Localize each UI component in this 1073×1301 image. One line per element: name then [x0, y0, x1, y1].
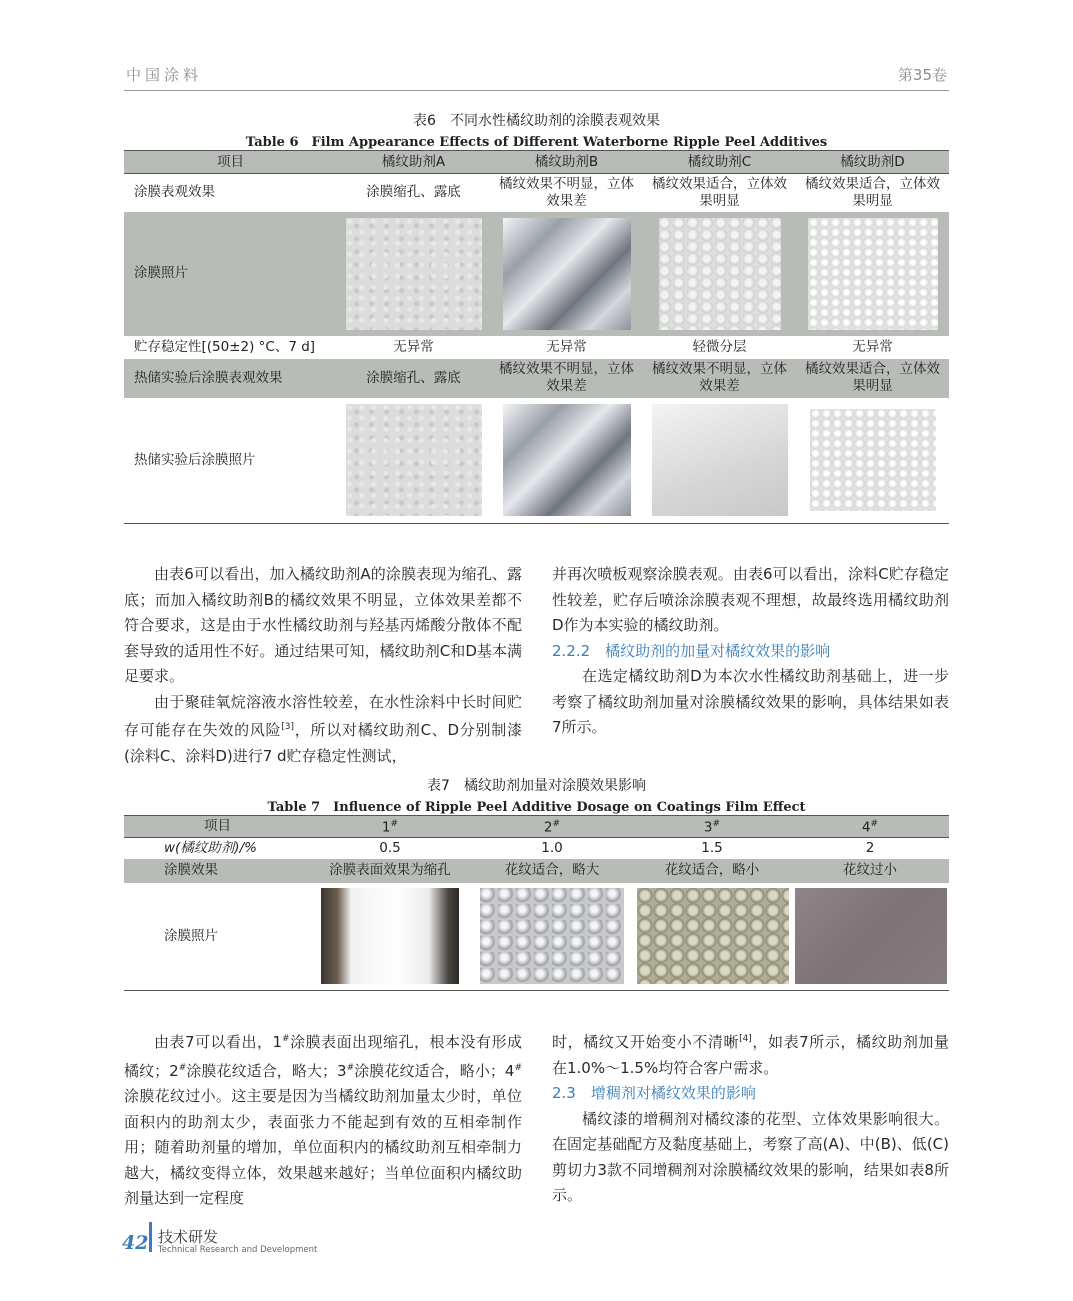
paragraph: 由表6可以看出，加入橘纹助剂A的涂膜表现为缩孔、露底；而加入橘纹助剂B的橘纹效果不明显，立体效果差都不符合要求，这是由于水性橘纹助剂与羟基丙烯酸分散体不配套导致的适用性不好。通过结果可知，橘纹助剂C和D基本满足要求。 [124, 565, 522, 685]
text-column-right-top [552, 562, 949, 741]
table-row [124, 838, 949, 859]
film-photo [346, 218, 482, 330]
table7-col-2: 2# [471, 816, 633, 838]
table7-col-4: 4# [791, 816, 949, 838]
row-label: 热储实验后涂膜照片 [134, 451, 256, 468]
table-cell: 花纹适合，略小 [633, 859, 791, 883]
table7-col-3: 3# [633, 816, 791, 838]
table-row [124, 859, 949, 883]
table-cell: 花纹适合，略大 [471, 859, 633, 883]
table-cell: 1.5 [701, 839, 723, 856]
table-cell: 橘纹效果适合，立体效果明显 [805, 175, 940, 209]
row-label: w(橘纹助剂)/% [164, 839, 257, 856]
film-photo [346, 404, 482, 516]
table7-header-row [124, 816, 949, 838]
film-photo [659, 218, 781, 330]
citation[interactable]: [4] [739, 1034, 752, 1044]
film-photo [795, 888, 947, 984]
table7-col-1: 1# [309, 816, 471, 838]
table6-header-row [124, 151, 949, 174]
footer-divider [149, 1222, 152, 1252]
film-photo [808, 218, 938, 330]
paragraph: 橘纹漆的增稠剂对橘纹漆的花型、立体效果影响很大。在固定基础配方及黏度基础上，考察了高(A)、中(B)、低(C)剪切力3款不同增稠剂对涂膜橘纹效果的影响，结果如表8所示。 [552, 1109, 949, 1204]
table-cell: 橘纹效果适合，立体效果明显 [796, 359, 949, 398]
table-cell: 花纹过小 [791, 859, 949, 883]
table-row [124, 359, 949, 398]
row-label: 贮存稳定性[(50±2) °C、7 d] [134, 338, 316, 355]
paragraph: 由表7可以看出，1#涂膜表面出现缩孔，根本没有形成橘纹；2#涂膜花纹适合，略大；3#涂膜花纹适合，略小；4#涂膜花纹过小。这主要是因为当橘纹助剂加量太少时，单位面积内的助剂太少，表面张力不能起到有效的互相牵制作用；随着助剂量的增加，单位面积内的橘纹助剂互相牵制力越大，橘纹变得立体，效果越来越好；当单位面积内橘纹助剂量达到一定程度 [124, 1033, 522, 1207]
table-cell: 2 [865, 839, 875, 856]
header-rule [124, 90, 949, 91]
table6-col-c: 橘纹助剂C [643, 151, 796, 174]
table-cell: 无异常 [852, 338, 893, 355]
table-cell: 0.5 [379, 839, 401, 856]
table6-col-item: 项目 [124, 151, 337, 174]
table-row [124, 212, 949, 336]
table6-col-b: 橘纹助剂B [490, 151, 643, 174]
table-cell: 无异常 [546, 338, 587, 355]
table-cell: 橘纹效果适合，立体效果明显 [652, 175, 787, 209]
table-row [124, 174, 949, 212]
journal-name: 中国涂料 [126, 66, 203, 84]
page-number: 42 [122, 1232, 149, 1254]
film-photo [637, 888, 789, 984]
table7-caption-en: Table 7 Influence of Ripple Peel Additive Dosage on Coatings Film Effect [267, 800, 806, 815]
section-heading-2-3: 2.3 增稠剂对橘纹效果的影响 [552, 1084, 756, 1102]
table6-col-d: 橘纹助剂D [796, 151, 949, 174]
paragraph: 在选定橘纹助剂D为本次水性橘纹助剂基础上，进一步考察了橘纹助剂加量对涂膜橘纹效果的影响，具体结果如表7所示。 [552, 667, 949, 736]
film-photo [503, 404, 631, 516]
table-row [124, 883, 949, 991]
row-label: 涂膜表观效果 [134, 184, 215, 201]
table-cell: 涂膜缩孔、露底 [366, 184, 461, 201]
table-cell: 涂膜缩孔、露底 [337, 359, 490, 398]
citation[interactable]: [3] [281, 722, 295, 732]
footer-section-cn: 技术研发 [158, 1228, 219, 1246]
table-cell: 橘纹效果不明显，立体效果差 [490, 359, 643, 398]
paragraph: 时，橘纹又开始变小不清晰[4]，如表7所示，橘纹助剂加量在1.0%～1.5%均符合客户需求。 [552, 1033, 949, 1077]
film-photo [810, 409, 936, 511]
table-cell: 橘纹效果不明显，立体效果差 [643, 359, 796, 398]
paragraph: 并再次喷板观察涂膜表观。由表6可以看出，涂料C贮存稳定性较差，贮存后喷涂涂膜表观不理想，故最终选用橘纹助剂D作为本实验的橘纹助剂。 [552, 565, 949, 634]
table-row [124, 398, 949, 524]
text-column-right-bottom [552, 1027, 949, 1209]
paragraph: 由于聚硅氧烷溶液水溶性较差，在水性涂料中长时间贮存可能存在失效的风险[3]，所以对橘纹助剂C、D分别制漆(涂料C、涂料D)进行7 d贮存稳定性测试， [124, 692, 522, 765]
film-photo [503, 218, 631, 330]
table-cell: 轻微分层 [692, 338, 747, 355]
table6 [124, 150, 949, 524]
table-cell: 橘纹效果不明显，立体效果差 [499, 175, 634, 209]
film-photo [321, 888, 459, 984]
section-heading-2-2-2: 2.2.2 橘纹助剂的加量对橘纹效果的影响 [552, 641, 831, 660]
table6-caption-en: Table 6 Film Appearance Effects of Different Waterborne Ripple Peel Additives [245, 135, 828, 150]
table7-caption-cn: 表7 橘纹助剂加量对涂膜效果影响 [427, 778, 646, 794]
row-label: 涂膜照片 [124, 212, 337, 336]
row-label: 涂膜效果 [124, 859, 309, 883]
table7 [124, 815, 949, 991]
table-cell: 无异常 [393, 338, 434, 355]
table-cell: 涂膜表面效果为缩孔 [309, 859, 471, 883]
film-photo [480, 888, 624, 984]
table7-col-item: 项目 [124, 816, 309, 838]
table-cell: 1.0 [541, 839, 563, 856]
footer-section-en: Technical Research and Development [158, 1245, 318, 1255]
row-label: 热储实验后涂膜表观效果 [124, 359, 337, 398]
film-photo [652, 404, 788, 516]
row-label: 涂膜照片 [164, 927, 218, 944]
table-row [124, 336, 949, 359]
text-column-left-bottom [124, 1027, 522, 1212]
volume-label: 第35卷 [897, 66, 947, 84]
text-column-left-top [124, 562, 522, 769]
table6-caption-cn: 表6 不同水性橘纹助剂的涂膜表观效果 [413, 113, 660, 129]
table6-col-a: 橘纹助剂A [337, 151, 490, 174]
